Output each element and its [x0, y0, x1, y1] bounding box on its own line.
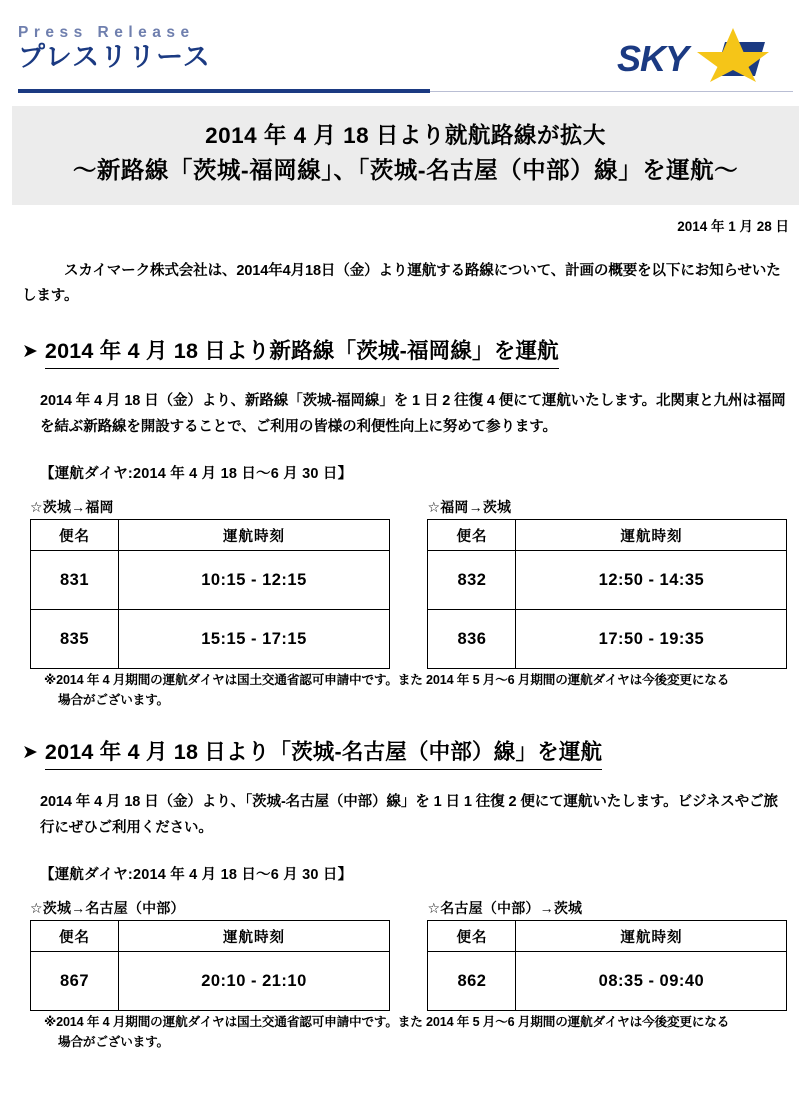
arrow-bullet-icon: ➤: [22, 341, 38, 363]
cell-flight-number: 835: [31, 610, 119, 669]
intro-paragraph: スカイマーク株式会社は、2014年4月18日（金）より運航する路線について、計画の概要を以下にお知らせいたします。: [22, 262, 781, 305]
schedule-table: [30, 519, 390, 669]
press-release-english-label: Press Release: [18, 24, 195, 41]
table-caption: ☆茨城→福岡: [30, 499, 114, 516]
title-banner: [12, 106, 799, 205]
table-caption: ☆名古屋（中部）→茨城: [427, 900, 583, 916]
table-row: [428, 952, 787, 1011]
table-row: [31, 952, 390, 1011]
column-header-flight: 便名: [428, 520, 516, 551]
schedule-table: [30, 920, 390, 1011]
column-header-flight: 便名: [428, 921, 516, 952]
schedule-period-label: 【運航ダイヤ:2014 年 4 月 18 日～6 月 30 日】: [40, 466, 353, 483]
column-header-time: 運航時刻: [516, 520, 787, 551]
schedule-table-block-outbound: [22, 497, 405, 669]
schedule-table-block-inbound: [405, 497, 789, 669]
masthead: [0, 0, 811, 96]
svg-text:SKY: SKY: [617, 38, 689, 79]
cell-flight-number: 831: [31, 551, 119, 610]
table-row: [428, 551, 787, 610]
cell-flight-time: 17:50 - 19:35: [516, 610, 787, 669]
section-footnote: [22, 1013, 789, 1052]
brand-block: [18, 24, 438, 72]
schedule-tables-row: [22, 898, 789, 1011]
table-header-row: [428, 520, 787, 551]
footnote-line-1: ※2014 年 4 月期間の運航ダイヤは国土交通省認可申請中です。また 2014 年 5 月～6 月期間の運航ダイヤは今後変更になる: [44, 673, 730, 688]
sky-logo-icon: [613, 26, 793, 82]
brand-rule-thick: [18, 89, 430, 93]
table-header-row: [31, 921, 390, 952]
column-header-flight: 便名: [31, 520, 119, 551]
section-body-text: 2014 年 4 月 18 日（金）より、新路線「茨城-福岡線」を 1 日 2 往復 4 便にて運航いたします。北関東と九州は福岡を結ぶ新路線を開設することで、ご利用の皆様の利便性向上に努めて参ります。: [40, 393, 786, 435]
table-caption: ☆茨城→名古屋（中部）: [30, 900, 185, 916]
footnote-line-1: ※2014 年 4 月期間の運航ダイヤは国土交通省認可申請中です。また 2014 年 5 月～6 月期間の運航ダイヤは今後変更になる: [44, 1015, 730, 1029]
table-header-row: [428, 921, 787, 952]
cell-flight-number: 832: [428, 551, 516, 610]
schedule-table: [427, 519, 787, 669]
section-heading: [22, 337, 789, 369]
section-heading: [22, 738, 789, 770]
footnote-line-2: 場合がございます。: [58, 692, 169, 707]
arrow-bullet-icon: ➤: [22, 742, 38, 764]
cell-flight-time: 15:15 - 17:15: [119, 610, 390, 669]
column-header-time: 運航時刻: [119, 921, 390, 952]
schedule-period-label: 【運航ダイヤ:2014 年 4 月 18 日～6 月 30 日】: [40, 867, 353, 883]
column-header-time: 運航時刻: [516, 921, 787, 952]
press-release-japanese-label: プレスリリース: [18, 42, 211, 73]
cell-flight-time: 12:50 - 14:35: [516, 551, 787, 610]
cell-flight-number: 862: [428, 952, 516, 1011]
section-ibaraki-nagoya: [22, 738, 789, 1052]
section-footnote: [22, 671, 789, 710]
section-heading-text: 2014 年 4 月 18 日より新路線「茨城-福岡線」を運航: [45, 337, 559, 369]
cell-flight-time: 08:35 - 09:40: [516, 952, 787, 1011]
sky-logo: [613, 26, 793, 82]
cell-flight-time: 10:15 - 12:15: [119, 551, 390, 610]
section-heading-text: 2014 年 4 月 18 日より「茨城-名古屋（中部）線」を運航: [45, 738, 602, 770]
table-header-row: [31, 520, 390, 551]
banner-title-line-2: ～新路線「茨城-福岡線」、「茨城-名古屋（中部）線」を運航～: [72, 156, 739, 183]
table-row: [31, 610, 390, 669]
table-row: [428, 610, 787, 669]
banner-title-line-1: 2014 年 4 月 18 日より就航路線が拡大: [205, 123, 606, 148]
column-header-time: 運航時刻: [119, 520, 390, 551]
footnote-line-2: 場合がございます。: [58, 1034, 169, 1049]
document-content: [0, 259, 811, 1052]
schedule-table-block-inbound: [405, 898, 789, 1011]
cell-flight-number: 867: [31, 952, 119, 1011]
brand-rule-thin: [430, 91, 793, 92]
table-row: [31, 551, 390, 610]
section-body-text: 2014 年 4 月 18 日（金）より、「茨城-名古屋（中部）線」を 1 日 1 往復 2 便にて運航いたします。ビジネスやご旅行にぜひご利用ください。: [40, 794, 778, 836]
schedule-table-block-outbound: [22, 898, 405, 1011]
cell-flight-number: 836: [428, 610, 516, 669]
schedule-table: [427, 920, 787, 1011]
table-caption: ☆福岡→茨城: [427, 499, 512, 516]
schedule-tables-row: [22, 497, 789, 669]
column-header-flight: 便名: [31, 921, 119, 952]
cell-flight-time: 20:10 - 21:10: [119, 952, 390, 1011]
document-date: 2014 年 1 月 28 日: [677, 218, 789, 234]
section-ibaraki-fukuoka: [22, 337, 789, 710]
